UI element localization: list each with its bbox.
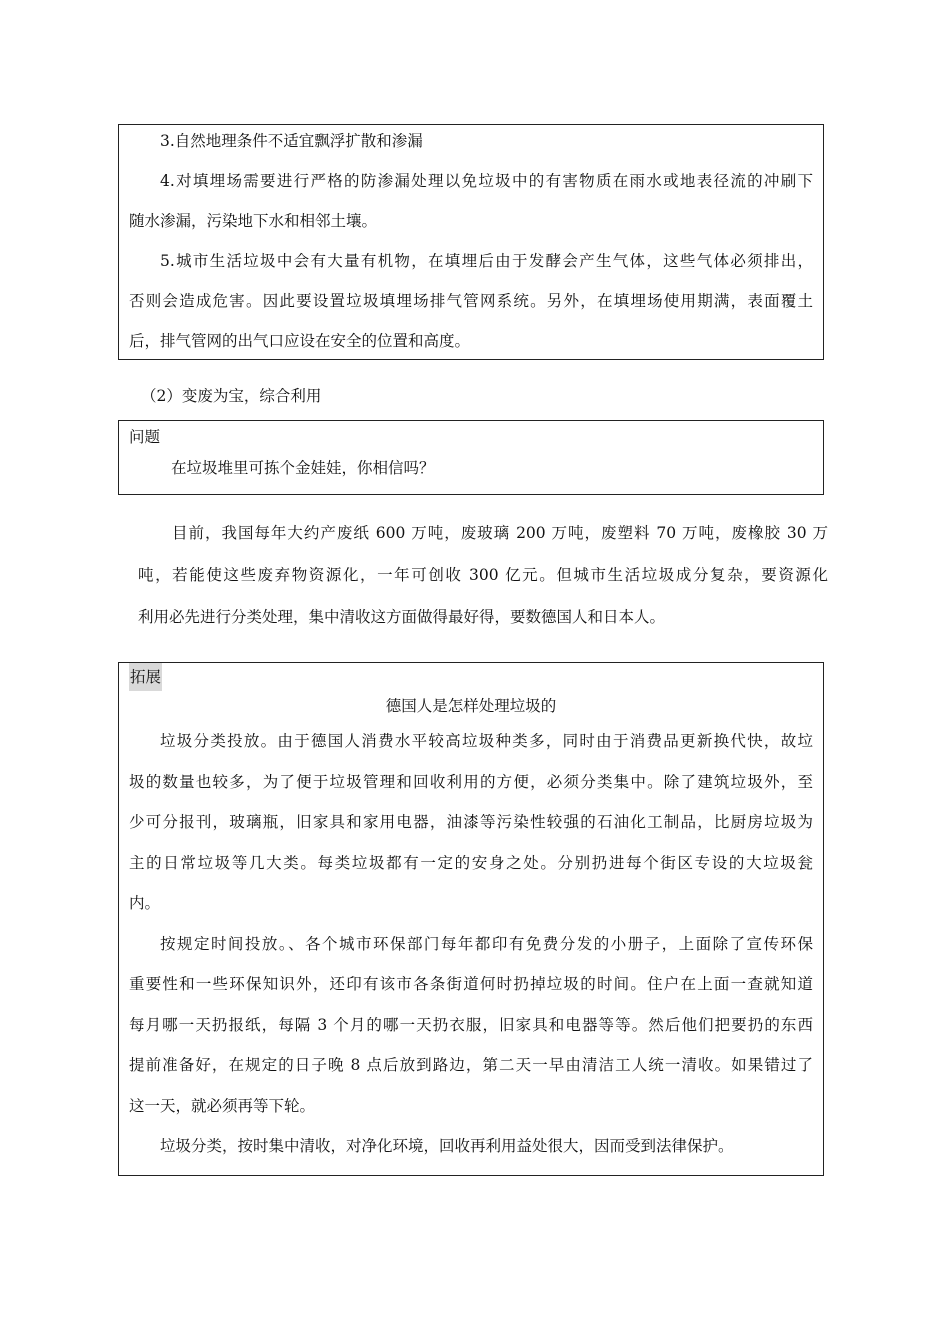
paragraph-line-1: 目前，我国每年大约产废纸 600 万吨，废玻璃 200 万吨，废塑料 70 万吨，废橡胶 30 万 [172,524,828,542]
p2-line-5: 这一天，就必须再等下轮。 [129,1096,316,1115]
question-box [118,420,824,495]
body-paragraph [138,512,828,638]
p3: 垃圾分类，按时集中清收，对净化环境，回收再利用益处很大，因而受到法律保护。 [160,1137,734,1155]
question-label: 问题 [129,428,161,446]
p1-line-2: 圾的数量也较多，为了便于垃圾管理和回收利用的方便，必须分类集中。除了建筑垃圾外，至 [129,772,813,791]
item-5-line-1: 5.城市生活垃圾中会有大量有机物，在填埋后由于发酵会产生气体，这些气体必须排出， [160,252,813,270]
landfill-requirements-box [118,124,824,360]
question-text: 在垃圾堆里可拣个金娃娃，你相信吗？ [171,459,435,477]
p2-line-2: 重要性和一些环保知识外，还印有该市各条街道何时扔掉垃圾的时间。住户在上面一查就知道 [129,975,813,993]
section-heading: （2）变废为宝，综合利用 [141,387,322,405]
item-3: 3.自然地理条件不适宜飘浮扩散和渗漏 [160,132,423,150]
item-4-line-1: 4.对填埋场需要进行严格的防渗漏处理以免垃圾中的有害物质在雨水或地表径流的冲刷下 [160,172,813,190]
item-5-line-3: 后，排气管网的出气口应设在安全的位置和高度。 [129,332,471,350]
p1-line-4: 主的日常垃圾等几大类。每类垃圾都有一定的安身之处。分别扔进每个街区专设的大垃圾瓮 [129,853,813,872]
p2-line-4: 提前准备好，在规定的日子晚 8 点后放到路边，第二天一早由清洁工人统一清收。如果错过了 [129,1056,813,1074]
p1-line-3: 少可分报刊，玻璃瓶，旧家具和家用电器，油漆等污染性较强的石油化工制品，比厨房垃圾为 [129,813,813,831]
p1-line-1: 垃圾分类投放。由于德国人消费水平较高垃圾种类多，同时由于消费品更新换代快，故垃 [160,732,813,750]
p2-line-3: 每月哪一天扔报纸，每隔 3 个月的哪一天扔衣服，旧家具和电器等等。然后他们把要扔的东西 [129,1015,813,1034]
paragraph-line-3: 利用必先进行分类处理，集中清收这方面做得最好得，要数德国人和日本人。 [138,608,666,626]
p2-line-1: 按规定时间投放。、各个城市环保部门每年都印有免费分发的小册子，上面除了宣传环保 [160,934,813,953]
item-5-line-2: 否则会造成危害。因此要设置垃圾填埋场排气管网系统。另外，在填埋场使用期满，表面覆土 [129,292,813,310]
paragraph-line-2: 吨，若能使这些废弃物资源化，一年可创收 300 亿元。但城市生活垃圾成分复杂，要资源化 [138,566,828,584]
extension-label: 拓展 [129,663,162,691]
extension-title: 德国人是怎样处理垃圾的 [385,697,557,715]
extension-box [118,662,824,1176]
p1-line-5: 内。 [129,894,161,912]
item-4-line-2: 随水渗漏，污染地下水和相邻土壤。 [129,212,378,230]
